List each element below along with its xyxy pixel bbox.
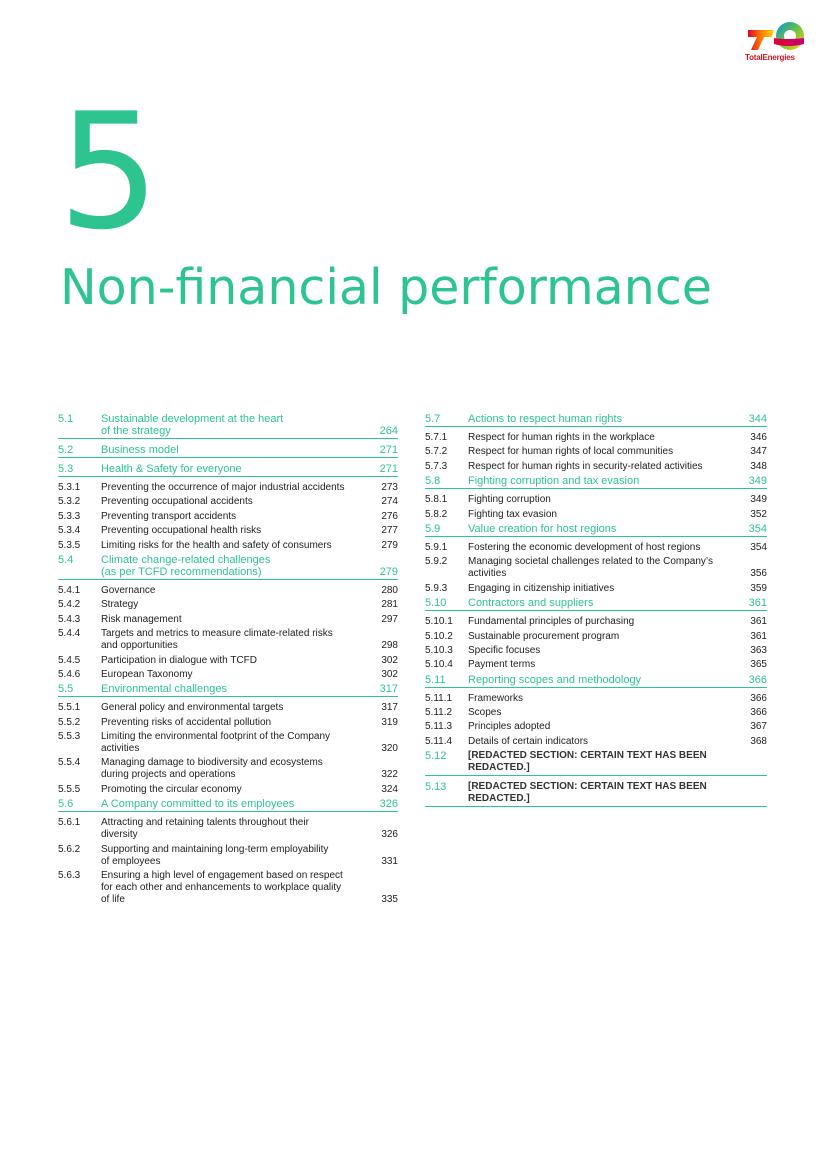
toc-title: Managing societal challenges related to the Company’s activities bbox=[468, 556, 713, 580]
toc-title: Frameworks bbox=[468, 692, 524, 704]
toc-subsection[interactable] bbox=[58, 757, 398, 781]
toc-section[interactable] bbox=[58, 554, 398, 580]
toc-section[interactable] bbox=[425, 413, 767, 427]
toc-num: 5.10.1 bbox=[425, 616, 453, 628]
toc-left-column bbox=[58, 413, 398, 908]
toc-num: 5.5.5 bbox=[58, 783, 81, 795]
toc-page: 349 bbox=[750, 494, 767, 506]
toc-title: Preventing the occurrence of major industrial accidents bbox=[101, 482, 345, 493]
toc-num: 5.6.1 bbox=[58, 817, 81, 829]
toc-title: Health & Safety for everyone bbox=[101, 463, 242, 475]
toc-page: 344 bbox=[748, 413, 767, 425]
toc-title: Sustainable procurement program bbox=[468, 630, 620, 642]
toc-section[interactable] bbox=[58, 683, 398, 697]
toc-num: 5.10.3 bbox=[425, 644, 453, 656]
toc-page: 346 bbox=[750, 432, 767, 443]
toc-num: 5.8.2 bbox=[425, 508, 448, 520]
toc-num: 5.3.5 bbox=[58, 539, 81, 551]
toc-page: 361 bbox=[750, 616, 767, 628]
toc-page: 367 bbox=[750, 721, 767, 733]
toc-title: Scopes bbox=[468, 707, 502, 719]
toc-title: Climate change-related challenges (as per TCFD recommendations) bbox=[101, 553, 271, 578]
toc-subsection[interactable] bbox=[58, 540, 398, 552]
toc-subsection[interactable] bbox=[425, 693, 767, 705]
toc-page: 279 bbox=[379, 565, 398, 578]
toc-title: Limiting risks for the health and safety of consumers bbox=[101, 539, 332, 551]
toc-page: 361 bbox=[750, 630, 767, 642]
toc-num: 5.5.4 bbox=[58, 757, 81, 769]
toc-subsection[interactable] bbox=[58, 585, 398, 597]
toc-title: Sustainable development at the heart of the strategy bbox=[101, 413, 284, 437]
toc-page: 320 bbox=[381, 743, 398, 755]
toc-subsection[interactable] bbox=[58, 870, 398, 906]
toc-section[interactable] bbox=[425, 674, 767, 688]
toc-num: 5.10.4 bbox=[425, 659, 453, 671]
toc-subsection[interactable] bbox=[58, 702, 398, 714]
toc-num: 5.7.1 bbox=[425, 432, 448, 443]
toc-subsection[interactable] bbox=[425, 645, 767, 657]
toc-section[interactable] bbox=[425, 597, 767, 611]
toc-title: Preventing occupational health risks bbox=[101, 525, 262, 537]
toc-num: 5.11.2 bbox=[425, 707, 453, 719]
toc-num: 5.8 bbox=[425, 475, 441, 488]
toc-page: 279 bbox=[381, 539, 398, 551]
toc-num: 5.5.3 bbox=[58, 731, 81, 743]
toc-num: 5.3.3 bbox=[58, 510, 81, 522]
toc-num: 5.10 bbox=[425, 597, 447, 610]
toc-subsection[interactable] bbox=[58, 525, 398, 537]
toc-page: 359 bbox=[750, 582, 767, 594]
toc-num: 5.1 bbox=[58, 413, 74, 425]
toc-title: Environmental challenges bbox=[101, 683, 227, 696]
toc-num: 5.12 bbox=[425, 750, 447, 763]
toc-num: 5.7.2 bbox=[425, 446, 448, 458]
toc-subsection[interactable] bbox=[425, 494, 767, 506]
toc-subsection[interactable] bbox=[425, 736, 767, 748]
toc-num: 5.9.1 bbox=[425, 541, 448, 553]
toc-title: Respect for human rights in security-related activities bbox=[468, 460, 703, 472]
toc-section[interactable] bbox=[425, 475, 767, 489]
toc-subsection[interactable] bbox=[58, 717, 398, 729]
toc-page: 302 bbox=[381, 668, 398, 680]
toc-page: 280 bbox=[381, 584, 398, 596]
toc-num: 5.6.2 bbox=[58, 843, 81, 855]
toc-page: 273 bbox=[381, 482, 398, 493]
toc-title: European Taxonomy bbox=[101, 668, 193, 680]
chapter-title: Non-financial performance bbox=[60, 259, 712, 316]
toc-page: 354 bbox=[748, 522, 767, 535]
toc-subsection[interactable] bbox=[58, 599, 398, 611]
toc-section[interactable] bbox=[425, 523, 767, 537]
toc-subsection[interactable] bbox=[425, 721, 767, 733]
toc-title: Preventing risks of accidental pollution bbox=[101, 716, 272, 728]
toc-title: Value creation for host regions bbox=[468, 522, 617, 535]
toc-num: 5.4.3 bbox=[58, 613, 81, 625]
toc-title: Reporting scopes and methodology bbox=[468, 673, 642, 686]
toc-title: Risk management bbox=[101, 613, 182, 625]
toc-page: 363 bbox=[750, 644, 767, 656]
toc-title: Fighting tax evasion bbox=[468, 508, 557, 520]
toc-subsection[interactable] bbox=[58, 655, 398, 667]
toc-title: Actions to respect human rights bbox=[468, 413, 623, 425]
toc-num: 5.11 bbox=[425, 673, 446, 686]
toc-subsection[interactable] bbox=[425, 542, 767, 554]
toc-section[interactable] bbox=[58, 798, 398, 812]
toc-title: Targets and metrics to measure climate-related risks and opportunities bbox=[101, 628, 333, 652]
toc-subsection[interactable] bbox=[58, 614, 398, 626]
toc-page: 356 bbox=[750, 568, 767, 580]
toc-num: 5.3.2 bbox=[58, 496, 81, 508]
toc-page: 331 bbox=[381, 855, 398, 867]
toc-num: 5.4.4 bbox=[58, 628, 81, 640]
brand-name: TotalEnergies bbox=[745, 53, 795, 62]
toc-num: 5.10.2 bbox=[425, 630, 453, 642]
toc-title: Fundamental principles of purchasing bbox=[468, 616, 635, 628]
toc-num: 5.5.2 bbox=[58, 716, 81, 728]
toc-title: Participation in dialogue with TCFD bbox=[101, 654, 258, 666]
toc-num: 5.3 bbox=[58, 463, 74, 475]
toc-title: Engaging in citizenship initiatives bbox=[468, 582, 615, 594]
toc-subsection[interactable] bbox=[425, 556, 767, 580]
toc-title: Fighting corruption bbox=[468, 494, 551, 506]
toc-num: 5.4.2 bbox=[58, 599, 81, 611]
toc-page: 366 bbox=[748, 673, 767, 686]
toc-page: 319 bbox=[381, 716, 398, 728]
toc-num: 5.4.1 bbox=[58, 584, 81, 596]
toc-num: 5.9.2 bbox=[425, 556, 448, 568]
toc-right-column bbox=[425, 413, 767, 812]
toc-page: 274 bbox=[381, 496, 398, 508]
chapter-number: 5 bbox=[58, 78, 160, 265]
toc-subsection[interactable] bbox=[425, 659, 767, 671]
toc-title: Attracting and retaining talents throughout their diversity bbox=[101, 817, 309, 841]
toc-subsection[interactable] bbox=[58, 511, 398, 523]
toc-title: Strategy bbox=[101, 599, 139, 611]
toc-title: Specific focuses bbox=[468, 644, 541, 656]
toc-num: 5.6 bbox=[58, 798, 74, 811]
toc-page: 326 bbox=[381, 829, 398, 841]
toc-subsection[interactable] bbox=[425, 432, 767, 444]
toc-subsection[interactable] bbox=[58, 817, 398, 841]
toc-num: 5.3.4 bbox=[58, 525, 81, 537]
toc-page: 271 bbox=[379, 444, 398, 456]
toc-page: 298 bbox=[381, 640, 398, 652]
toc-title: Fighting corruption and tax evasion bbox=[468, 475, 640, 488]
toc-section[interactable] bbox=[58, 413, 398, 439]
toc-subsection[interactable] bbox=[425, 707, 767, 719]
toc-title: Respect for human rights in the workplace bbox=[468, 432, 655, 443]
toc-page: 361 bbox=[748, 597, 767, 610]
toc-num: 5.13 bbox=[425, 781, 447, 794]
toc-num: 5.3.1 bbox=[58, 482, 81, 493]
toc-page: 352 bbox=[750, 508, 767, 520]
toc-page: 347 bbox=[750, 446, 767, 458]
toc-num: 5.7 bbox=[425, 413, 441, 425]
toc-page: 365 bbox=[750, 659, 767, 671]
toc-title: Preventing transport accidents bbox=[101, 510, 237, 522]
toc-page: 349 bbox=[748, 475, 767, 488]
toc-page: 302 bbox=[381, 654, 398, 666]
toc-subsection[interactable] bbox=[425, 461, 767, 473]
toc-num: 5.4.6 bbox=[58, 668, 81, 680]
toc-title: Promoting the circular economy bbox=[101, 783, 242, 795]
toc-page: 366 bbox=[750, 692, 767, 704]
toc-title: [REDACTED SECTION: CERTAIN TEXT HAS BEEN REDACTED.] bbox=[468, 781, 707, 805]
toc-page: 264 bbox=[379, 425, 398, 437]
toc-page: 335 bbox=[381, 894, 398, 906]
toc-title: Details of certain indicators bbox=[468, 735, 589, 747]
toc-page: 324 bbox=[381, 783, 398, 795]
toc-subsection[interactable] bbox=[58, 482, 398, 494]
toc-section[interactable] bbox=[58, 444, 398, 458]
toc-page: 366 bbox=[750, 707, 767, 719]
toc-subsection[interactable] bbox=[58, 731, 398, 755]
toc-title: [REDACTED SECTION: CERTAIN TEXT HAS BEEN REDACTED.] bbox=[468, 750, 707, 774]
toc-subsection[interactable] bbox=[425, 509, 767, 521]
toc-section[interactable] bbox=[425, 781, 767, 807]
toc-subsection[interactable] bbox=[58, 784, 398, 796]
toc-subsection[interactable] bbox=[425, 446, 767, 458]
toc-num: 5.9 bbox=[425, 522, 441, 535]
toc-num: 5.11.4 bbox=[425, 735, 453, 747]
toc-title: Governance bbox=[101, 584, 156, 596]
toc-section[interactable] bbox=[425, 750, 767, 776]
toc-page: 277 bbox=[381, 525, 398, 537]
toc-num: 5.2 bbox=[58, 444, 74, 456]
toc-num: 5.6.3 bbox=[58, 870, 81, 882]
toc-title: Payment terms bbox=[468, 659, 536, 671]
toc-page: 368 bbox=[750, 735, 767, 747]
toc-num: 5.8.1 bbox=[425, 494, 448, 506]
toc-page: 317 bbox=[379, 683, 398, 696]
toc-title: Ensuring a high level of engagement based on respect for each other and enhancements to workplace quality of life bbox=[101, 870, 343, 906]
toc-page: 348 bbox=[750, 460, 767, 472]
toc-subsection[interactable] bbox=[58, 628, 398, 652]
toc-section[interactable] bbox=[58, 463, 398, 477]
toc-page: 317 bbox=[381, 702, 398, 714]
toc-num: 5.7.3 bbox=[425, 460, 448, 472]
toc-subsection[interactable] bbox=[425, 583, 767, 595]
toc-title: A Company committed to its employees bbox=[101, 798, 295, 811]
toc-subsection[interactable] bbox=[58, 669, 398, 681]
toc-title: Limiting the environmental footprint of the Company activities bbox=[101, 731, 331, 755]
toc-title: Contractors and suppliers bbox=[468, 597, 594, 610]
toc-title: Managing damage to biodiversity and ecosystems during projects and operations bbox=[101, 757, 323, 781]
toc-num: 5.9.3 bbox=[425, 582, 448, 594]
toc-subsection[interactable] bbox=[58, 496, 398, 508]
toc-title: Respect for human rights of local communities bbox=[468, 446, 674, 458]
toc-title: Business model bbox=[101, 444, 179, 456]
toc-page: 354 bbox=[750, 541, 767, 553]
toc-page: 326 bbox=[379, 798, 398, 811]
toc-page: 322 bbox=[381, 769, 398, 781]
toc-title: Fostering the economic development of host regions bbox=[468, 541, 701, 553]
toc-title: General policy and environmental targets bbox=[101, 702, 284, 714]
toc-page: 276 bbox=[381, 510, 398, 522]
toc-page: 271 bbox=[379, 463, 398, 475]
toc-num: 5.11.1 bbox=[425, 692, 453, 704]
toc-page: 281 bbox=[381, 599, 398, 611]
toc-num: 5.11.3 bbox=[425, 721, 453, 733]
toc-subsection[interactable] bbox=[58, 844, 398, 868]
toc-page: 297 bbox=[381, 613, 398, 625]
toc-title: Supporting and maintaining long-term employability of employees bbox=[101, 843, 329, 867]
toc-num: 5.5 bbox=[58, 683, 74, 696]
toc-num: 5.4.5 bbox=[58, 654, 81, 666]
toc-subsection[interactable] bbox=[425, 616, 767, 628]
toc-num: 5.5.1 bbox=[58, 702, 81, 714]
toc-title: Principles adopted bbox=[468, 721, 551, 733]
toc-title: Preventing occupational accidents bbox=[101, 496, 253, 508]
toc-num: 5.4 bbox=[58, 553, 74, 566]
toc-subsection[interactable] bbox=[425, 631, 767, 643]
